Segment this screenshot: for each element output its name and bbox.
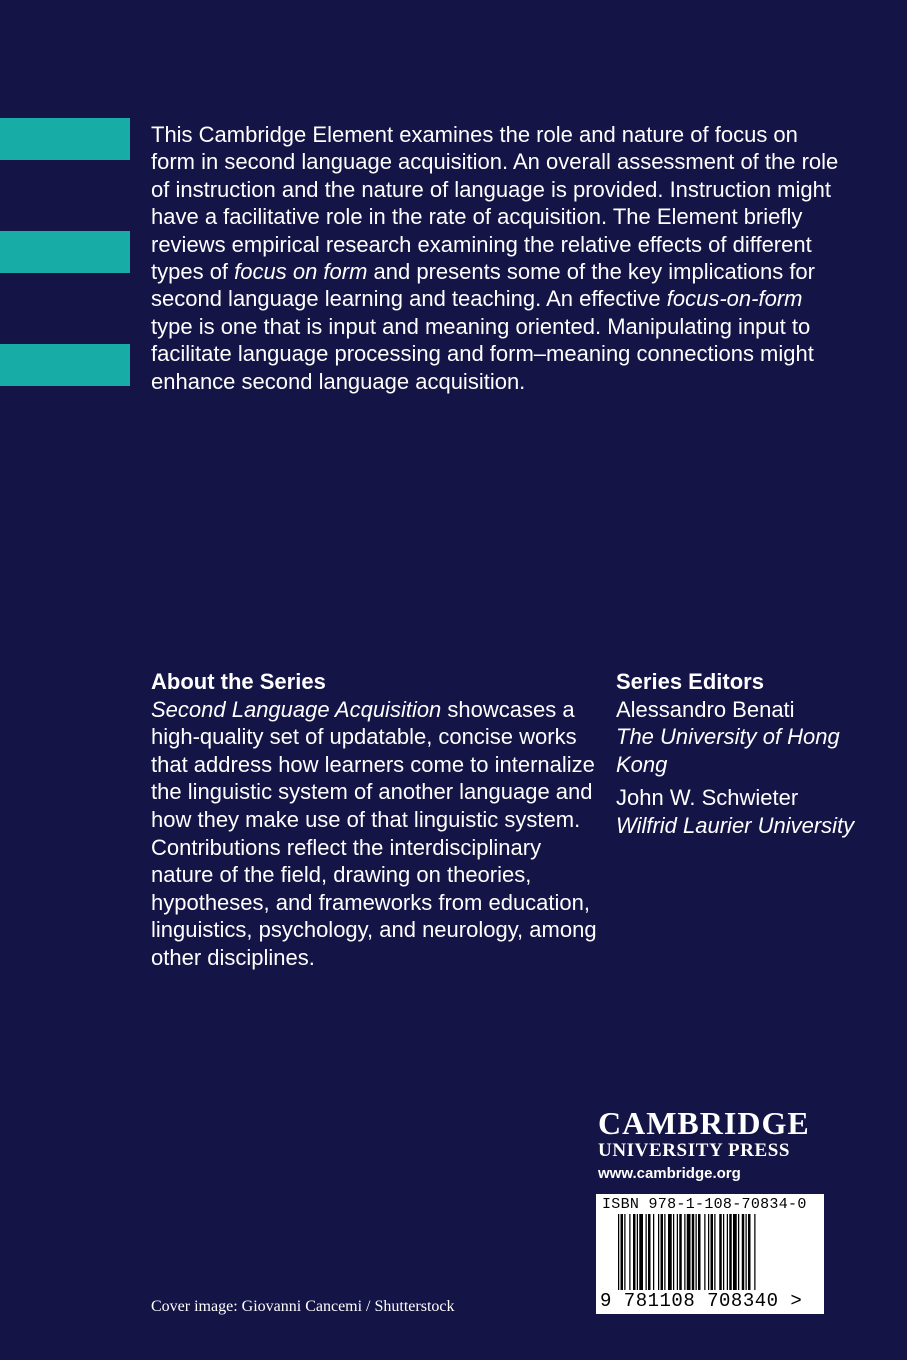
barcode-bar	[653, 1214, 654, 1290]
description-text-2: and presents some of the key implications for second language learning and teaching. An effective	[151, 259, 815, 312]
publisher-logo	[598, 1106, 828, 1185]
barcode-bar	[719, 1214, 722, 1290]
barcode-bar	[677, 1214, 678, 1290]
cover-image-credit: Cover image: Giovanni Cancemi / Shutterstock	[151, 1298, 455, 1315]
barcode-bar	[658, 1214, 659, 1290]
barcode-bar	[738, 1214, 739, 1290]
about-heading: About the Series	[151, 669, 326, 694]
accent-bar-bottom	[0, 344, 130, 386]
publisher-url[interactable]: www.cambridge.org	[598, 1165, 741, 1182]
barcode-bar	[664, 1214, 665, 1290]
editor-entry	[616, 696, 876, 779]
publisher-press: UNIVERSITY PRESS	[598, 1140, 791, 1161]
description-emphasis-1: focus on form	[234, 259, 368, 285]
barcode-bar	[618, 1214, 619, 1290]
series-editors	[616, 668, 876, 846]
barcode-bar	[708, 1214, 709, 1290]
barcode-bar	[704, 1214, 705, 1290]
barcode-bar	[727, 1214, 728, 1290]
series-title: Second Language Acquisition	[151, 696, 442, 722]
editor-affiliation: The University of Hong Kong	[616, 724, 840, 777]
barcode-bar	[714, 1214, 715, 1290]
barcode-bar	[673, 1214, 674, 1290]
barcode-bar	[711, 1214, 714, 1290]
barcode-bar	[661, 1214, 664, 1290]
book-description	[151, 121, 841, 395]
barcode-bar	[723, 1214, 724, 1290]
barcode-bar	[729, 1214, 732, 1290]
accent-bar-top	[0, 118, 130, 160]
barcode-bar	[746, 1214, 747, 1290]
barcode-bar	[684, 1214, 685, 1290]
description-text-1: This Cambridge Element examines the role and nature of focus on form in second language acquisition. An overall assessment of the role of instruction and the nature of language is provided. Instruction might have a facilitative role in the rate of acquisition. The Element briefly reviews empirical research examining the relative effects of different types of	[151, 122, 839, 285]
barcode-bars	[596, 1214, 824, 1290]
barcode-bar	[748, 1214, 751, 1290]
isbn-label: ISBN 978-1-108-70834-0	[602, 1196, 807, 1213]
barcode-bar	[668, 1214, 672, 1290]
barcode-bar	[639, 1214, 643, 1290]
barcode-bar	[637, 1214, 638, 1290]
about-text: showcases a high-quality set of updatable, concise works that address how learners come to internalize the linguistic system of another language and how they make use of that linguistic system. Contributions reflect the interdisciplinary nature of the field, drawing on theories, hypotheses, and frameworks from education, linguistics, psychology, and neurology, among other disciplines.	[151, 696, 597, 970]
barcode-bar	[692, 1214, 695, 1290]
barcode-bar	[624, 1214, 625, 1290]
description-emphasis-2: focus-on-form	[666, 286, 803, 312]
barcode-bar	[696, 1214, 697, 1290]
editor-name: Alessandro Benati	[616, 696, 795, 722]
editors-heading: Series Editors	[616, 669, 764, 694]
about-body	[151, 697, 597, 970]
editor-entry	[616, 784, 876, 839]
barcode-bar	[648, 1214, 651, 1290]
editor-name: John W. Schwieter	[616, 785, 799, 811]
barcode-bar	[742, 1214, 745, 1290]
barcode-bar	[621, 1214, 624, 1290]
barcode-bar	[679, 1214, 682, 1290]
isbn-barcode	[596, 1194, 824, 1314]
accent-bar-middle	[0, 231, 130, 273]
publisher-name: CAMBRIDGE	[598, 1105, 810, 1141]
barcode-bar	[646, 1214, 647, 1290]
barcode-digits: 9 781108 708340 >	[600, 1290, 803, 1312]
barcode-bar	[733, 1214, 737, 1290]
barcode-bar	[633, 1214, 636, 1290]
barcode-bar	[698, 1214, 701, 1290]
barcode-bar	[629, 1214, 630, 1290]
about-the-series	[151, 668, 601, 972]
editor-affiliation: Wilfrid Laurier University	[616, 812, 855, 838]
barcode-bar	[754, 1214, 755, 1290]
barcode-bar	[687, 1214, 691, 1290]
description-text-3: type is one that is input and meaning oriented. Manipulating input to facilitate language processing and form–meaning connections might enhance second language acquisition.	[151, 313, 814, 394]
